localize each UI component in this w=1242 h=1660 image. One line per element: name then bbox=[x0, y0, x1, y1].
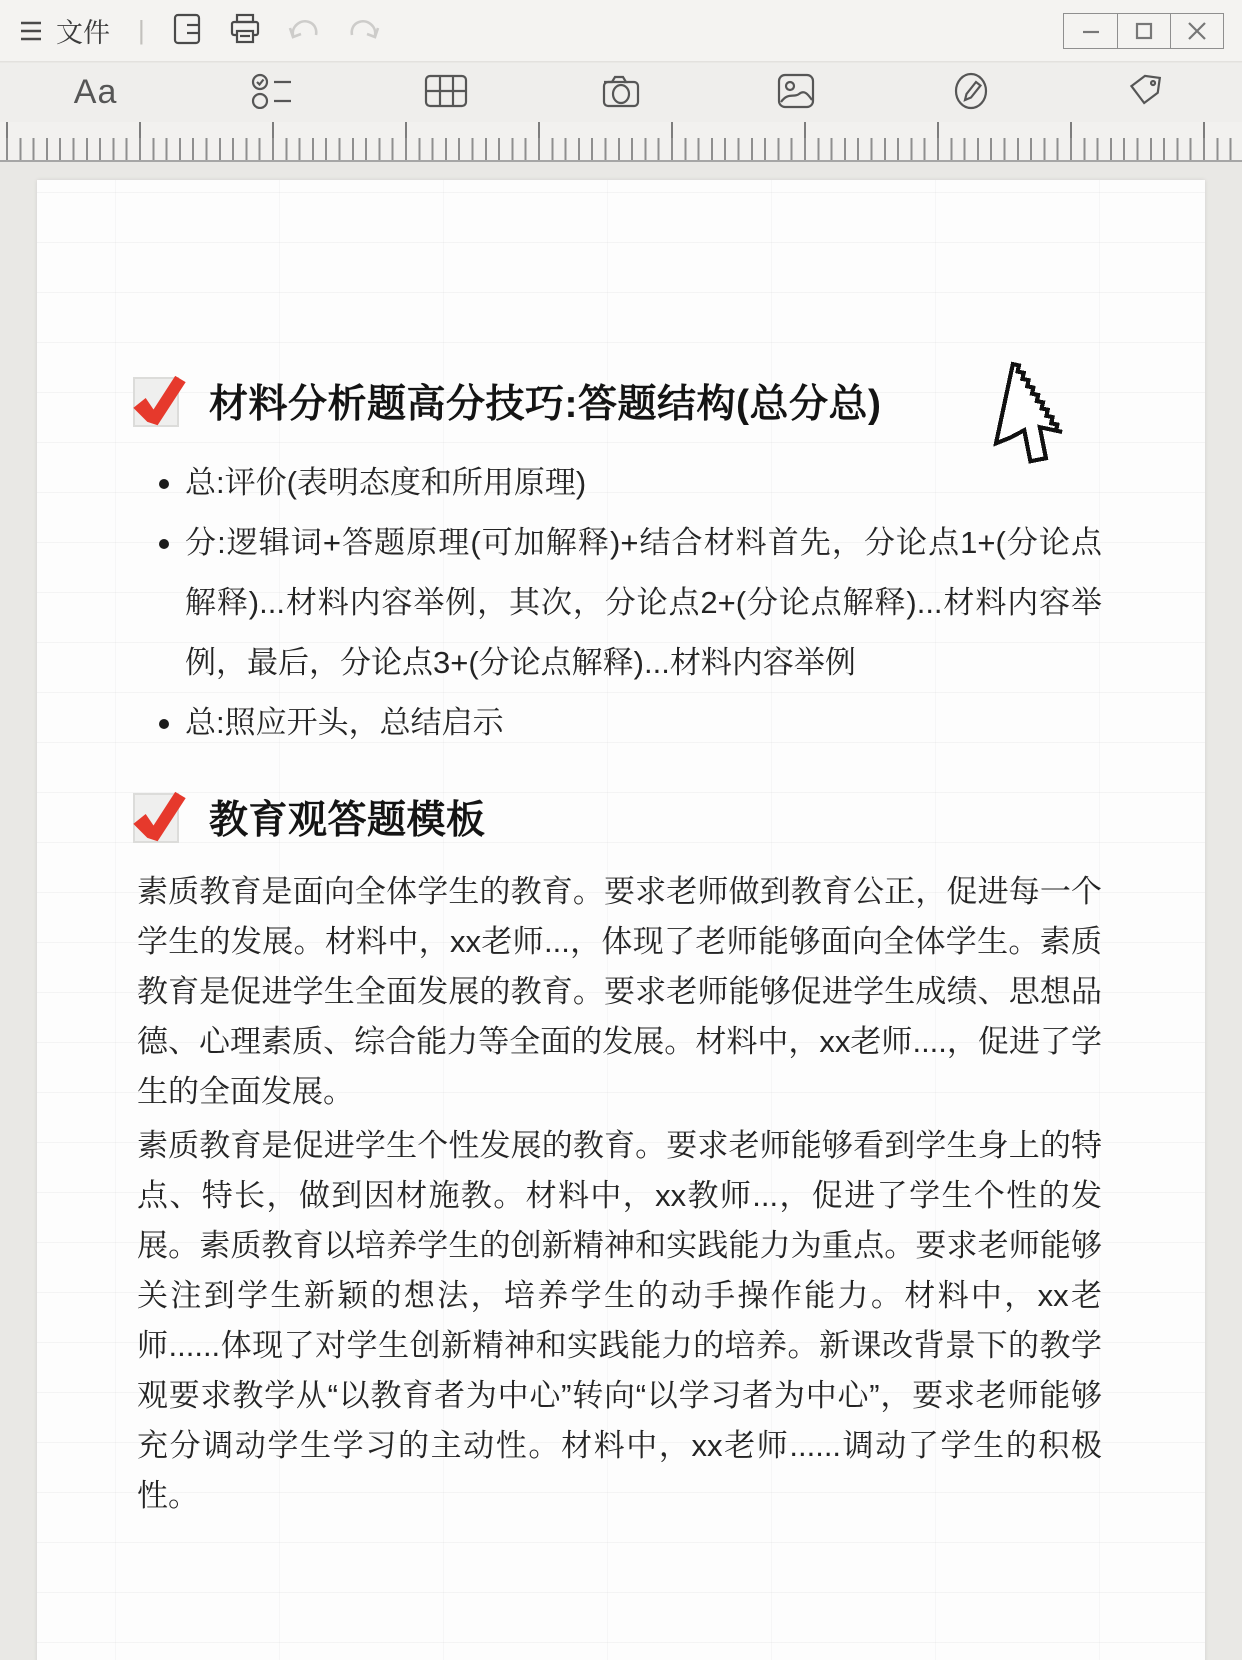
heading2-row bbox=[133, 789, 1102, 845]
image-button[interactable] bbox=[776, 72, 816, 113]
pencil-icon bbox=[951, 71, 991, 114]
window-controls bbox=[1063, 13, 1224, 49]
font-style-button[interactable] bbox=[74, 73, 118, 112]
redo-button[interactable] bbox=[347, 14, 381, 47]
heading1-row bbox=[133, 373, 1102, 429]
ruler-minor-ticks bbox=[6, 138, 1242, 160]
titlebar bbox=[0, 0, 1242, 62]
undo-button[interactable] bbox=[287, 14, 321, 47]
pencil-button[interactable] bbox=[951, 71, 991, 114]
undo-icon bbox=[287, 14, 321, 47]
ruler bbox=[0, 122, 1242, 162]
close-button[interactable] bbox=[1170, 14, 1223, 48]
section-heading[interactable]: 材料分析题高分技巧:答题结构(总分总) bbox=[209, 383, 882, 426]
note-icon bbox=[173, 13, 203, 48]
body-paragraph[interactable]: 素质教育是面向全体学生的教育。要求老师做到教育公正，促进每一个学生的发展。材料中，xx老师...，体现了老师能够面向全体学生。素质教育是促进学生全面发展的教育。要求老师能够促进学生成绩、思想品德、心理素质、综合能力等全面的发展。材料中，xx老师....，促进了学生的全面发展。 bbox=[137, 874, 1102, 1109]
camera-button[interactable] bbox=[601, 73, 641, 112]
camera-icon bbox=[601, 73, 641, 112]
note-editor-page[interactable] bbox=[37, 180, 1205, 1660]
tag-button[interactable] bbox=[1127, 72, 1165, 113]
bullet-item[interactable]: 总:评价(表明态度和所用原理) bbox=[137, 453, 1102, 513]
bullet-item[interactable]: 总:照应开头，总结启示 bbox=[137, 693, 1102, 753]
image-icon bbox=[776, 72, 816, 113]
print-button[interactable] bbox=[229, 13, 261, 48]
format-toolbar bbox=[0, 63, 1242, 122]
printer-icon bbox=[229, 13, 261, 48]
section-heading[interactable]: 教育观答题模板 bbox=[209, 799, 486, 842]
note-button[interactable] bbox=[173, 13, 203, 48]
file-menu-label: 文件 bbox=[56, 18, 110, 48]
table-button[interactable] bbox=[424, 74, 468, 111]
table-icon bbox=[424, 74, 468, 111]
file-menu-button[interactable] bbox=[20, 11, 110, 50]
titlebar-separator: | bbox=[138, 15, 145, 45]
hamburger-icon bbox=[20, 20, 46, 42]
bullet-list bbox=[137, 453, 1102, 753]
checklist-button[interactable] bbox=[250, 73, 292, 112]
body-paragraph[interactable]: 素质教育是促进学生个性发展的教育。要求老师能够看到学生身上的特点、特长，做到因材施教。材料中，xx教师...，促进了学生个性的发展。素质教育以培养学生的创新精神和实践能力为重点。要求老师能够关注到学生新颖的想法，培养学生的动手操作能力。材料中，xx老师......体现了对学生创新精神和实践能力的培养。新课改背景下的教学观要求教学从“以教育者为中心”转向“以学习者为中心”，要求老师能够充分调动学生学习的主动性。材料中，xx老师......调动了学生的积极性。 bbox=[137, 1128, 1102, 1513]
font-style-icon: Aa bbox=[73, 73, 118, 111]
redo-icon bbox=[347, 14, 381, 47]
document-canvas bbox=[0, 164, 1242, 1660]
bullet-item[interactable]: 分:逻辑词+答题原理(可加解释)+结合材料首先，分论点1+(分论点解释)...材料内容举例，其次，分论点2+(分论点解释)...材料内容举例，最后，分论点3+(分论点解释)...材料内容举例 bbox=[137, 513, 1102, 693]
red-checkmark-icon[interactable] bbox=[133, 789, 183, 845]
checklist-icon bbox=[250, 73, 292, 112]
tag-icon bbox=[1127, 72, 1165, 113]
minimize-button[interactable] bbox=[1064, 14, 1117, 48]
red-checkmark-icon[interactable] bbox=[133, 373, 183, 429]
maximize-button[interactable] bbox=[1117, 14, 1170, 48]
